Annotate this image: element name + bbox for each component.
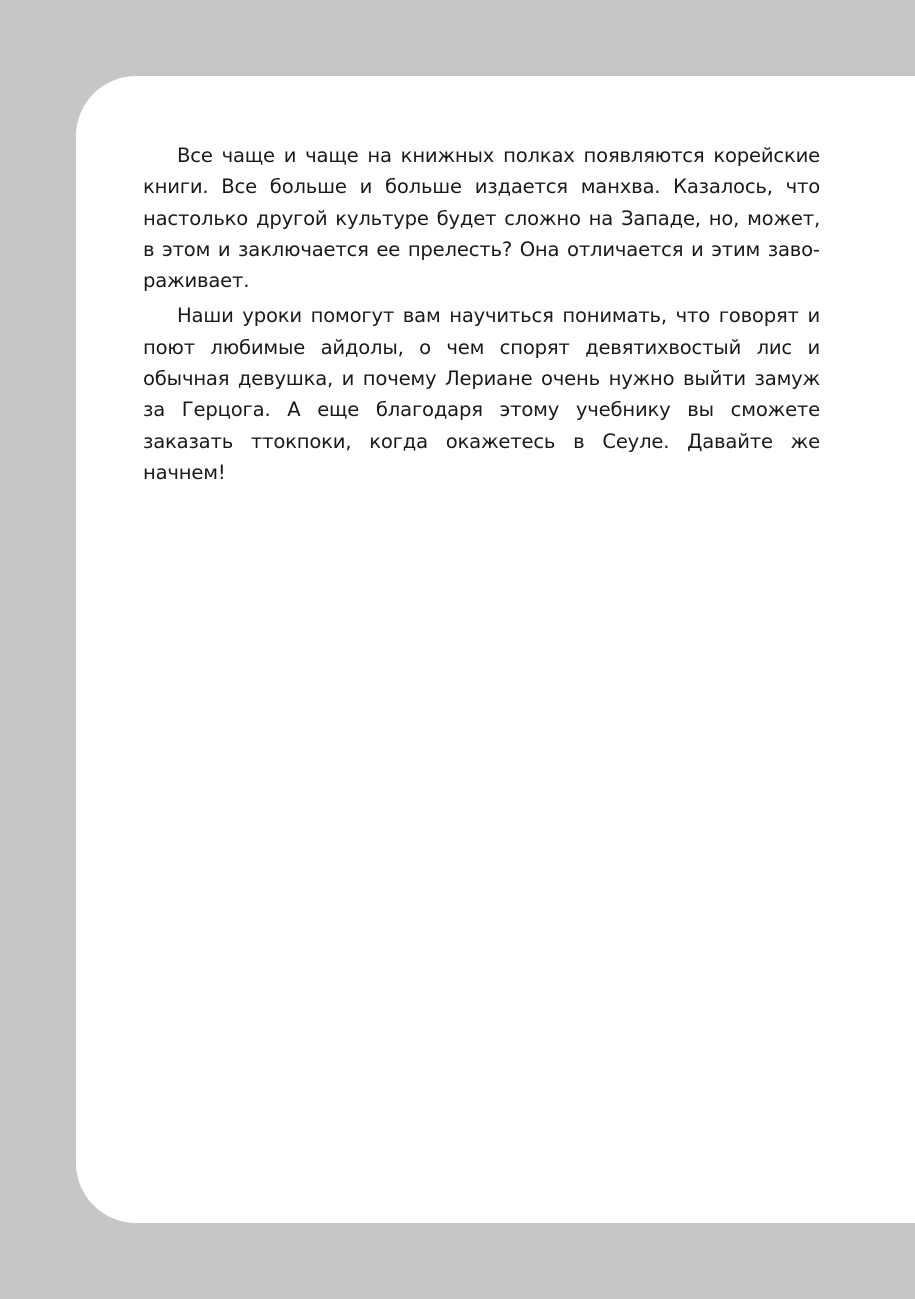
document-page — [76, 76, 915, 1223]
body-text — [143, 140, 820, 492]
paragraph-2: Наши уроки помогут вам научиться понимать, что говорят и поют любимые айдолы, о чем спорят девятихвостый лис и обычная девушка, и почему Лериане очень нужно выйти замуж за Герцога. А еще благодаря этому учебнику вы сможете заказать ттокпоки, когда окажетесь в Сеуле. Давайте же начнем! — [143, 304, 820, 484]
paragraph-1: Все чаще и чаще на книжных полках появляются корейские книги. Все больше и больше издается манхва. Казалось, что настолько другой культуре будет сложно на Западе, но, может, в этом и заключается ее прелесть? Она отличается и этим завораживает. — [143, 144, 820, 293]
